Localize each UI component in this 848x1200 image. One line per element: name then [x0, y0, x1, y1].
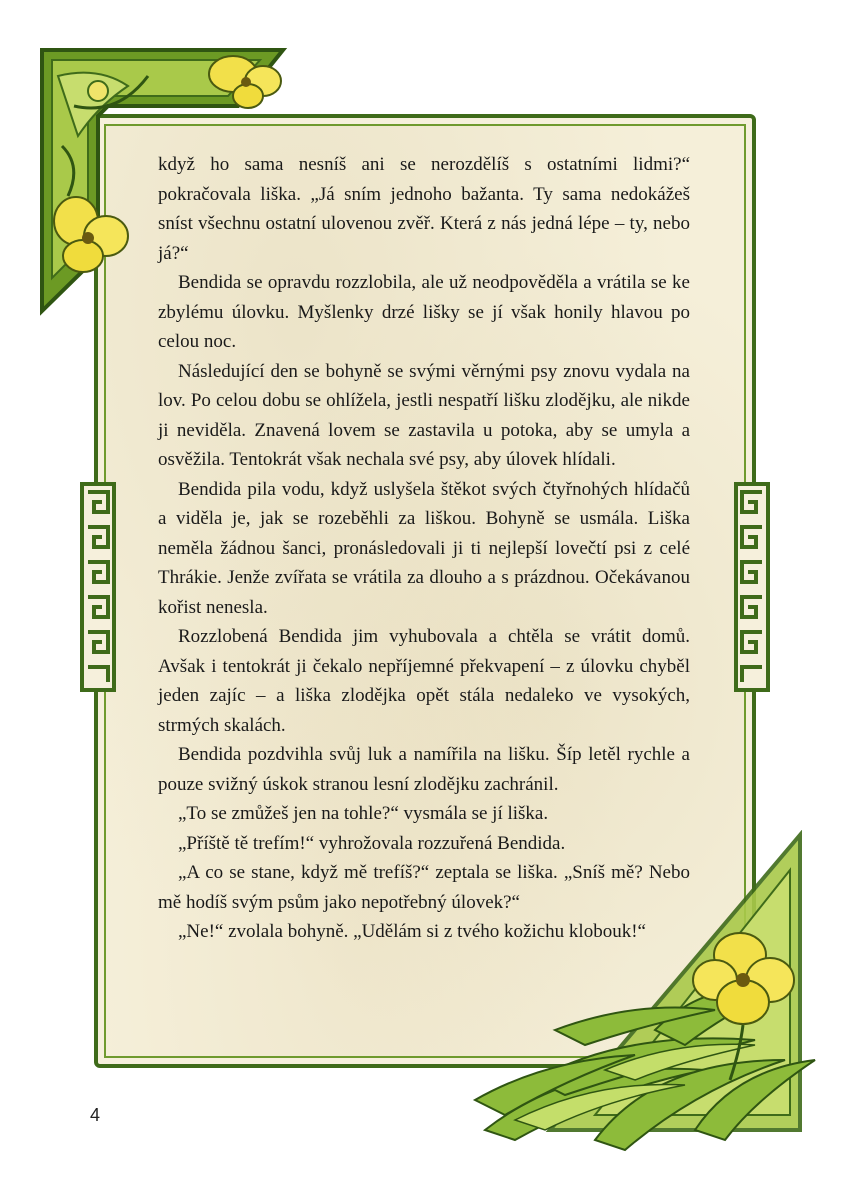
greek-key-right-icon: [734, 482, 770, 692]
paragraph: Následující den se bohyně se svými věrnými psy znovu vydala na lov. Po celou dobu se ohlížela, jestli nespatří lišku zlodějku, ale nikde ji neviděla. Znavená lovem se zastavila u potoka, aby se umyla a osvěžila. Tentokrát však nechala své psy, aby úlovek hlídali.: [158, 360, 690, 470]
paragraph: „To se zmůžeš jen na tohle?“ vysmála se jí liška.: [178, 803, 549, 824]
story-text: [158, 150, 690, 947]
paragraph: Rozzlobená Bendida jim vyhubovala a chtěla se vrátit domů. Avšak i tentokrát ji čekalo nepříjemné překvapení – z úlovku chyběl jeden zajíc – a liška zlodějka opět stála nedaleko ve vysokých, strmých skalách.: [158, 626, 690, 736]
paragraph: „Ne!“ zvolala bohyně. „Udělám si z tvého kožichu klobouk!“: [178, 921, 646, 942]
paragraph: Bendida pozdvihla svůj luk a namířila na lišku. Šíp letěl rychle a pouze svižný úskok stranou lesní zlodějku zachránil.: [158, 744, 690, 795]
paragraph: „Příště tě trefím!“ vyhrožovala rozzuřená Bendida.: [178, 832, 566, 854]
paragraph: Bendida se opravdu rozzlobila, ale už neodpověděla a vrátila se ke zbylému úlovku. Myšlenky drzé lišky se jí však honily hlavou po celou noc.: [158, 272, 690, 352]
paragraph: když ho sama nesníš ani se nerozdělíš s ostatními lidmi?“ pokračovala liška. „Já sním jednoho bažanta. Ty sama nedokážeš sníst všechnu ostatní ulovenou zvěř. Která z nás jedná lépe – ty, nebo já?“: [158, 154, 690, 264]
paragraph: „A co se stane, když mě trefíš?“ zeptala se liška. „Sníš mě? Nebo mě hodíš svým psům jako nepotřebný úlovek?“: [158, 862, 690, 913]
paragraph: Bendida pila vodu, když uslyšela štěkot svých čtyřnohých hlídačů a viděla je, jak se rozeběhli za liškou. Bohyně se usmála. Liška neměla žádnou šanci, pronásledovali ji ti nejlepší lovečtí psi z celé Thrákie. Jenže zvířata se vrátila za dlouho a s prázdnou. Očekávanou kořist nenesla.: [158, 478, 690, 618]
greek-key-left-icon: [80, 482, 116, 692]
page-number: 4: [90, 1105, 101, 1125]
